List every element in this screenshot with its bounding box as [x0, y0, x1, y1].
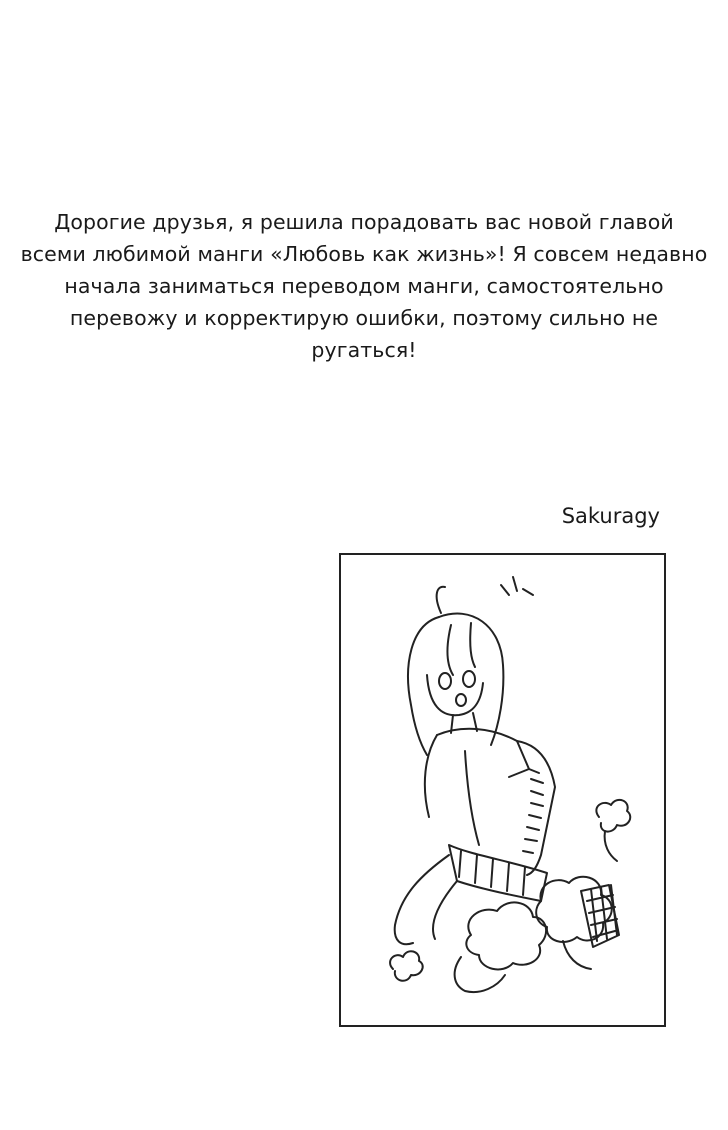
- translator-signature: Sakuragy: [561, 504, 660, 528]
- message-line-2: всеми любимой манги «Любовь как жизнь»! Я совсем недавно: [20, 242, 708, 266]
- message-line-1: Дорогие друзья, я решила порадовать вас новой главой: [54, 210, 674, 234]
- translator-message: [14, 206, 714, 366]
- message-line-5: ругаться!: [311, 338, 417, 362]
- message-line-3: начала заниматься переводом манги, самостоятельно: [64, 274, 664, 298]
- message-line-4: перевожу и корректирую ошибки, поэтому сильно не: [69, 306, 659, 330]
- footer-note-cropped: [0, 1121, 728, 1130]
- manga-illustration-frame: [339, 553, 666, 1027]
- manga-girl-illustration-icon: [341, 555, 664, 1025]
